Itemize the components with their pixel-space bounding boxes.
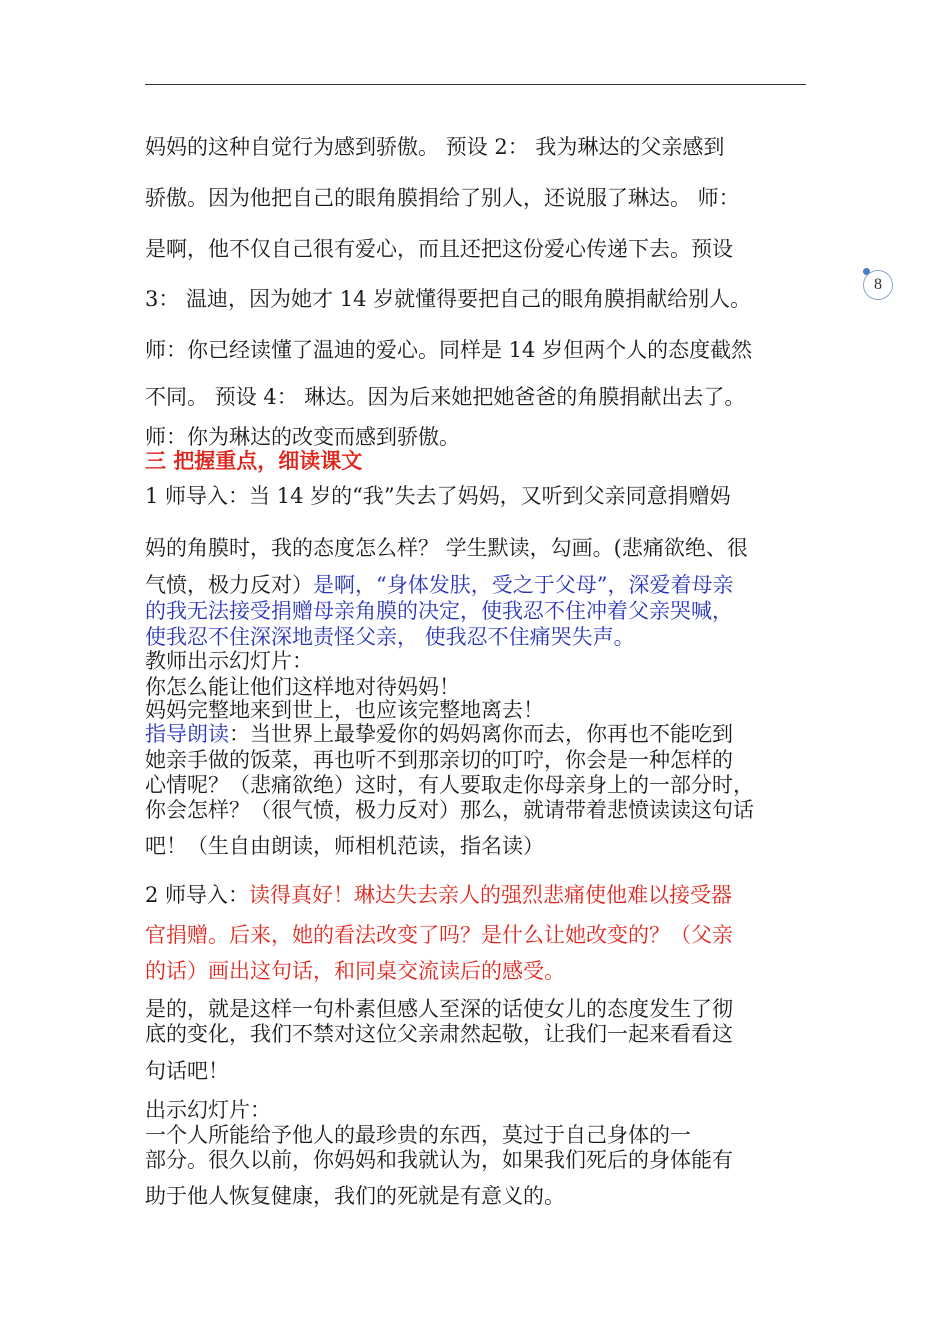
- text-line: 不同。 预设 4： 琳达。因为后来她把她爸爸的角膜捐献出去了。: [145, 385, 746, 409]
- text-line: 骄傲。因为他把自己的眼角膜捐给了别人，还说服了琳达。 师：: [145, 186, 740, 210]
- section-heading: 三 把握重点，细读课文: [145, 448, 363, 473]
- text-line: 是的，就是这样一句朴素但感人至深的话使女儿的态度发生了彻: [145, 997, 733, 1021]
- text-line: 部分。很久以前，你妈妈和我就认为，如果我们死后的身体能有: [145, 1148, 733, 1172]
- text-line: 助于他人恢复健康，我们的死就是有意义的。: [145, 1184, 565, 1208]
- text-line: 一个人所能给予他人的最珍贵的东西，莫过于自己身体的一: [145, 1123, 691, 1147]
- text-line: 是啊，他不仅自己很有爱心，而且还把这份爱心传递下去。预设: [145, 237, 733, 261]
- text-line: 妈的角膜时，我的态度怎么样？ 学生默读，勾画。(悲痛欲绝、很: [145, 536, 748, 560]
- blue-text-span: 指导朗读: [145, 722, 229, 746]
- text-line: 你怎么能让他们这样地对待妈妈！: [145, 675, 460, 699]
- text-line: [145, 572, 810, 598]
- text-line: 的话）画出这句话，和同桌交流读后的感受。: [145, 959, 565, 983]
- text-line: 的我无法接受捐赠母亲角膜的决定，使我忍不住冲着父亲哭喊，: [145, 599, 733, 623]
- page-number-badge: 8: [863, 270, 893, 300]
- text-line: 使我忍不住深深地责怪父亲， 使我忍不住痛哭失声。: [145, 625, 635, 649]
- text-line: 她亲手做的饭菜，再也听不到那亲切的叮咛，你会是一种怎样的: [145, 748, 733, 772]
- text-line: 1 师导入：当 14 岁的“我”失去了妈妈，又听到父亲同意捐赠妈: [145, 484, 731, 508]
- text-span: 气愤，极力反对）: [145, 573, 313, 597]
- red-text-span: 读得真好！琳达失去亲人的强烈悲痛使他难以接受器: [249, 883, 733, 907]
- text-line: 教师出示幻灯片：: [145, 649, 313, 673]
- text-line: 师：你已经读懂了温迪的爱心。同样是 14 岁但两个人的态度截然: [145, 338, 753, 362]
- text-line: 句话吧！: [145, 1059, 229, 1083]
- text-line: 妈妈完整地来到世上，也应该完整地离去！: [145, 698, 544, 722]
- text-line: 吧！（生自由朗读，师相机范读，指名读）: [145, 834, 544, 858]
- text-line: 妈妈的这种自觉行为感到骄傲。 预设 2： 我为琳达的父亲感到: [145, 135, 725, 159]
- text-line: 出示幻灯片：: [145, 1098, 271, 1122]
- text-line: 你会怎样？（很气愤，极力反对）那么，就请带着悲愤读读这句话: [145, 798, 754, 822]
- header-rule: [145, 84, 806, 85]
- text-line: 底的变化，我们不禁对这位父亲肃然起敬，让我们一起来看看这: [145, 1022, 733, 1046]
- text-line: [145, 882, 810, 908]
- text-span: 2 师导入：: [145, 883, 250, 907]
- blue-text-span: 是啊，“身体发肤，受之于父母”，深爱着母亲: [313, 573, 734, 597]
- text-line: 3： 温迪，因为她才 14 岁就懂得要把自己的眼角膜捐献给别人。: [145, 287, 752, 311]
- text-line: 师：你为琳达的改变而感到骄傲。: [145, 425, 460, 449]
- text-span: ：当世界上最挚爱你的妈妈离你而去，你再也不能吃到: [229, 722, 733, 746]
- text-line: [145, 721, 810, 747]
- text-line: 心情呢？（悲痛欲绝）这时，有人要取走你母亲身上的一部分时，: [145, 773, 754, 797]
- text-line: 官捐赠。后来，她的看法改变了吗？是什么让她改变的？（父亲: [145, 923, 733, 947]
